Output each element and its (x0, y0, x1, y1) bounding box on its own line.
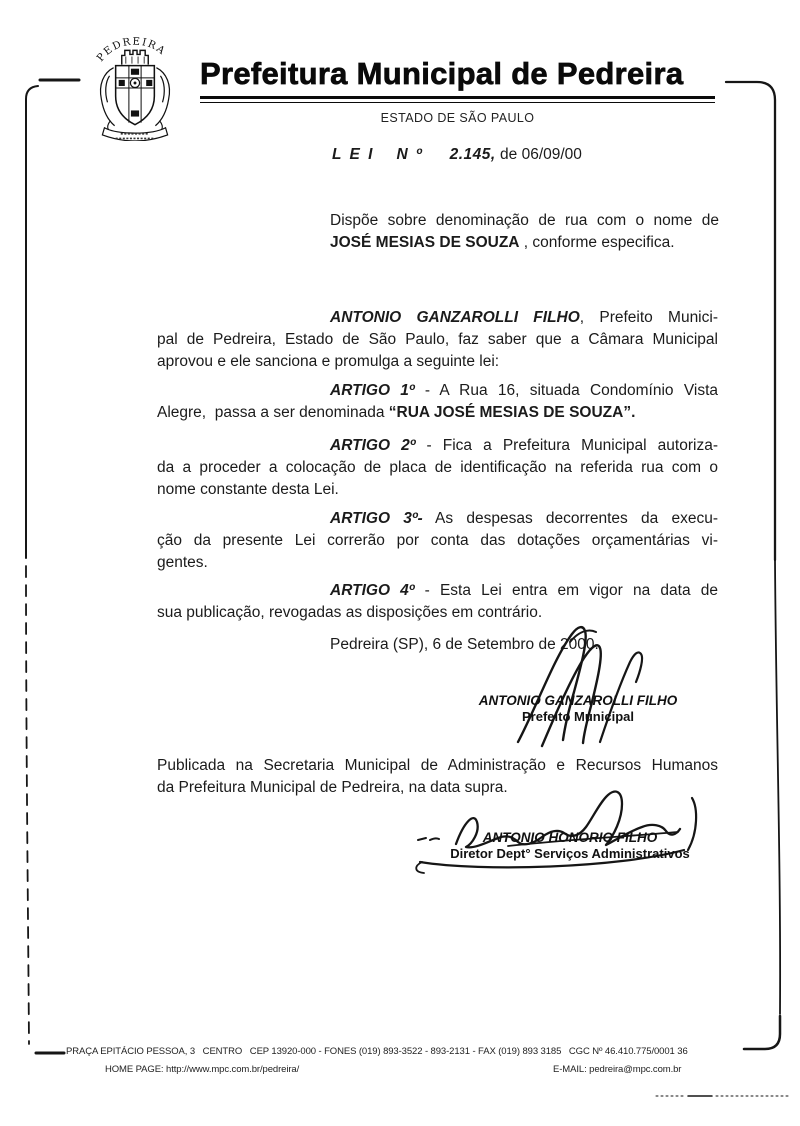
paragraph-line (157, 435, 718, 457)
title-underline-thick (200, 96, 715, 99)
artigo-3-label: ARTIGO 3º- (330, 510, 423, 527)
director-signature-block (440, 830, 700, 861)
paragraph-line: ção da presente Lei correrão por conta das dotações orçamentárias vi- (157, 532, 718, 549)
paragraph-line (157, 402, 718, 424)
title-underline-thin (200, 102, 715, 104)
director-signature-name: ANTONIO HONORIO FILHO (482, 830, 658, 845)
mayor-signature-role: Prefeito Municipal (522, 709, 634, 724)
paragraph-line (157, 508, 718, 530)
mayor-signature-block (453, 693, 703, 724)
ementa-block (330, 210, 719, 254)
footer-address-line: PRAÇA EPITÁCIO PESSOA, 3 CENTRO CEP 13920-000 - FONES (019) 893-3522 - 893-2131 - FAX (019) 893 3185 CGC Nº 46.410.775/0001 36 (66, 1046, 688, 1057)
state-subtitle: ESTADO DE SÃO PAULO (380, 111, 535, 125)
paragraph-text: Alegre, passa a ser denominada (157, 404, 389, 421)
paragraph-text: As despesas decorrentes da execu- (422, 510, 719, 527)
paragraph-text: , Prefeito Munici- (579, 309, 718, 326)
law-date: de 06/09/00 (495, 146, 582, 163)
preamble-paragraph (157, 307, 718, 373)
paragraph-text: - Esta Lei entra em vigor na data de (414, 582, 718, 599)
footer-homepage: HOME PAGE: http://www.mpc.com.br/pedreira/ (105, 1064, 300, 1075)
paragraph-line: aprovou e ele sanciona e promulga a seguinte lei: (157, 353, 500, 370)
paragraph-line (157, 580, 718, 602)
page-title: Prefeitura Municipal de Pedreira (200, 56, 684, 91)
law-word: L E I (332, 146, 375, 163)
paragraph-line: Publicada na Secretaria Municipal de Administração e Recursos Humanos (157, 757, 718, 774)
paragraph-line: gentes. (157, 554, 208, 571)
artigo-3-paragraph (157, 508, 718, 574)
crest-arch-text: PEDREIRA (95, 36, 168, 65)
artigo-2-paragraph (157, 435, 718, 501)
mayor-name: ANTONIO GANZAROLLI FILHO (330, 309, 580, 326)
ementa-line (330, 232, 719, 254)
paragraph-line: da a proceder a colocação de placa de identificação na referida rua com o (157, 459, 718, 476)
pedreira-coat-of-arms-icon (84, 31, 186, 141)
paragraph-text: - A Rua 16, situada Condomínio Vista (414, 382, 718, 399)
paragraph-line: da Prefeitura Municipal de Pedreira, na data supra. (157, 779, 508, 796)
street-name: “RUA JOSÉ MESIAS DE SOUZA”. (388, 404, 636, 421)
artigo-1-paragraph (157, 380, 718, 424)
artigo-2-label: ARTIGO 2º (330, 437, 416, 454)
law-number-line (332, 146, 582, 164)
paragraph-line (157, 307, 718, 329)
header-block (200, 56, 715, 125)
ementa-rest: , conforme especifica. (519, 234, 675, 251)
ementa-honoree-name: JOSÉ MESIAS DE SOUZA (330, 234, 520, 251)
artigo-4-label: ARTIGO 4º (330, 582, 415, 599)
paragraph-line: sua publicação, revogadas as disposições em contrário. (157, 604, 543, 621)
place-date-line: Pedreira (SP), 6 de Setembro de 2000. (330, 636, 599, 653)
law-no-label: N º (396, 146, 424, 163)
mayor-signature-name: ANTONIO GANZAROLLI FILHO (478, 693, 678, 708)
artigo-1-label: ARTIGO 1º (330, 382, 415, 399)
director-signature-role: Diretor Dept° Serviços Administrativos (450, 846, 690, 861)
paragraph-line: pal de Pedreira, Estado de São Paulo, faz saber que a Câmara Municipal (157, 331, 718, 348)
svg-text:PEDREIRA (95, 36, 167, 64)
paragraph-line: nome constante desta Lei. (157, 481, 339, 498)
ementa-line: Dispõe sobre denominação de rua com o nome de (330, 212, 719, 229)
law-number: 2.145, (449, 146, 496, 163)
paragraph-text: - Fica a Prefeitura Municipal autoriza- (415, 437, 718, 454)
footer-email: E-MAIL: pedreira@mpc.com.br (553, 1064, 682, 1075)
mayor-signature-scrawl (490, 620, 660, 755)
artigo-4-paragraph (157, 580, 718, 624)
paragraph-line (157, 380, 718, 402)
